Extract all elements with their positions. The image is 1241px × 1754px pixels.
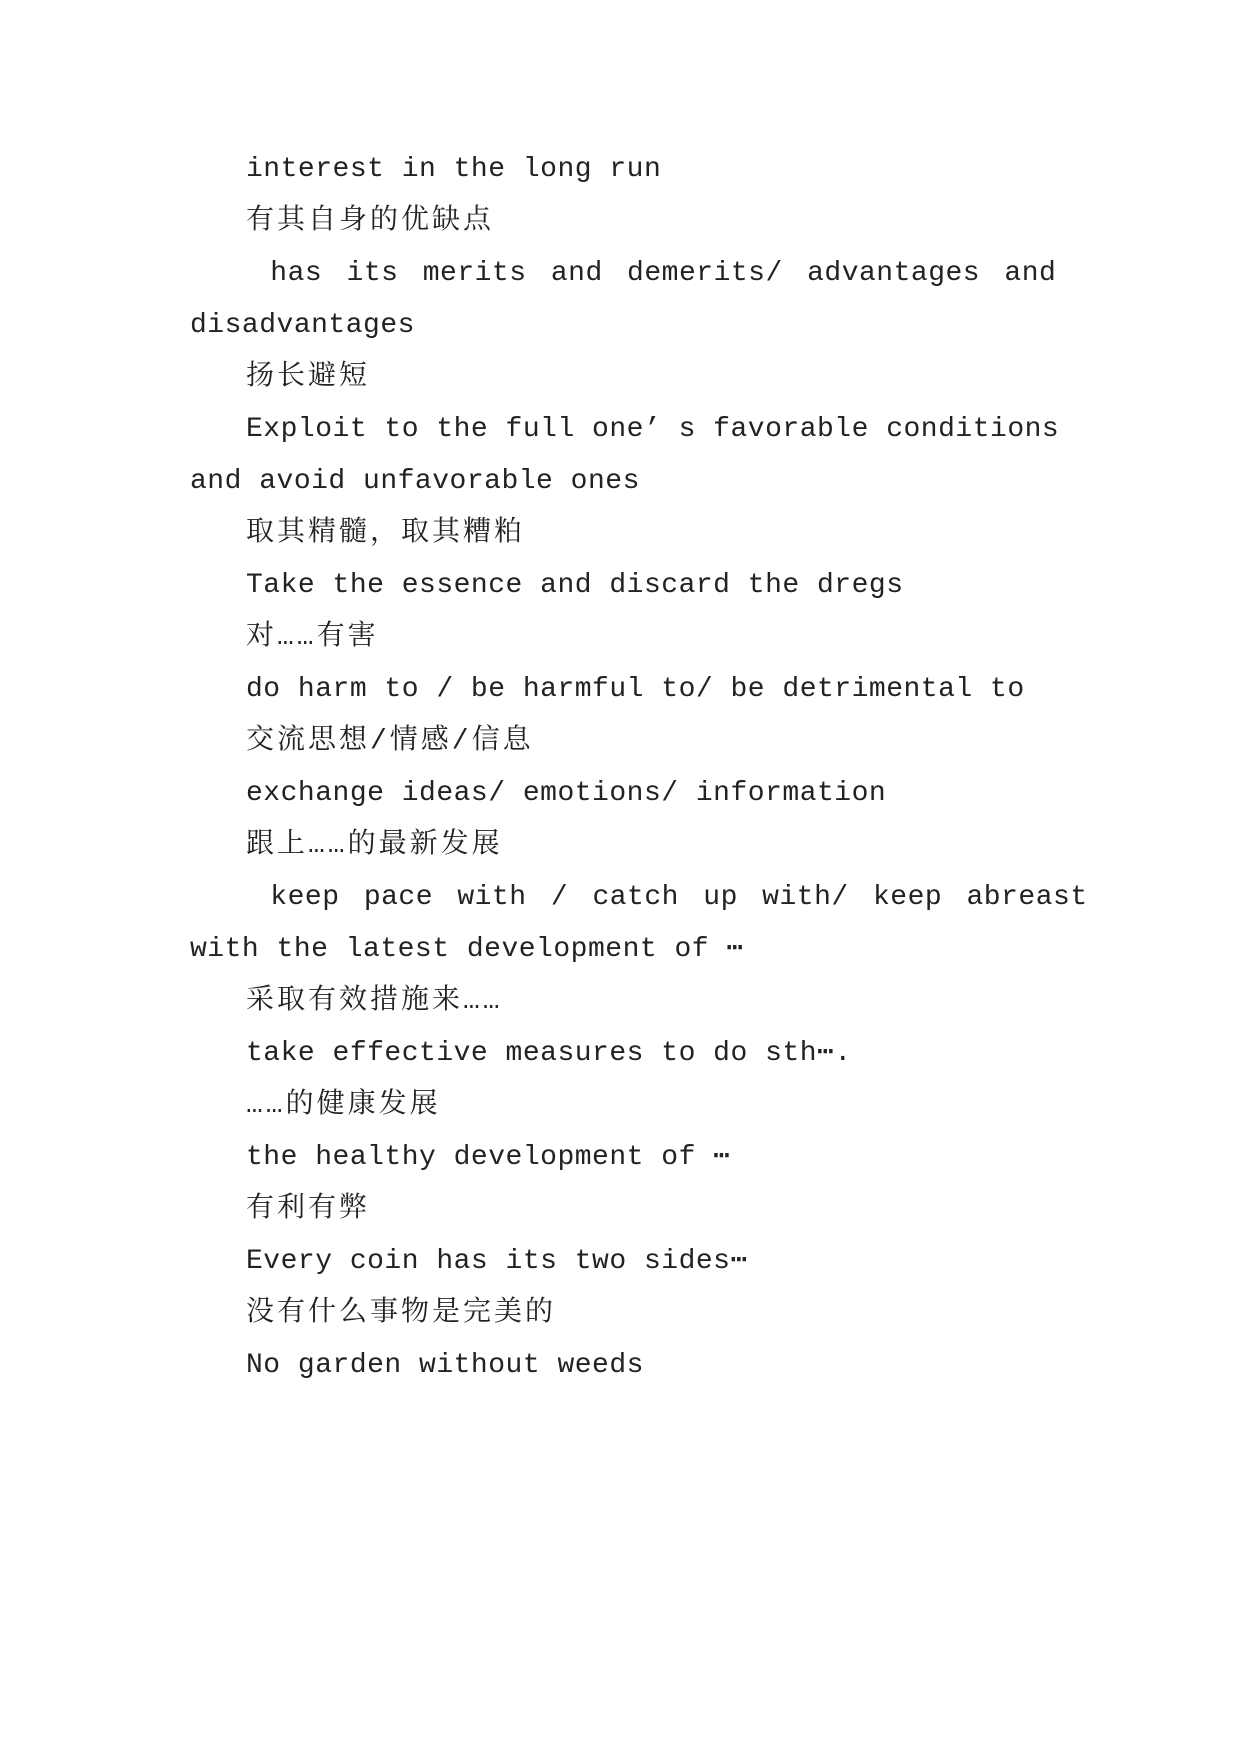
text-line: 交流思想/情感/信息 [246,726,534,757]
text-line: has its merits and demerits/ advantages and [246,258,1057,289]
text-line: 采取有效措施来…… [246,986,503,1017]
text-line: Take the essence and discard the dregs [246,570,904,601]
text-line: No garden without weeds [246,1350,644,1381]
text-line: 有其自身的优缺点 [246,206,495,237]
text-line: with the latest development of ⋯ [190,934,744,965]
text-line: disadvantages [190,310,415,341]
text-line: 有利有弊 [246,1194,371,1225]
text-line: and avoid unfavorable ones [190,466,640,497]
text-line: ……的健康发展 [246,1090,441,1121]
text-line: 对……有害 [246,622,379,653]
text-line: Every coin has its two sides⋯ [246,1246,748,1277]
text-line: do harm to / be harmful to/ be detrimental to [246,674,1025,705]
text-line: 取其精髓，取其糟粕 [246,518,526,549]
text-line: interest in the long run [246,154,662,185]
text-line: 扬长避短 [246,362,371,393]
text-line: keep pace with / catch up with/ keep abreast [246,882,1088,913]
text-line: exchange ideas/ emotions/ information [246,778,887,809]
text-line: 跟上……的最新发展 [246,830,503,861]
text-line: Exploit to the full one’ s favorable conditions [246,414,1060,445]
text-line: 没有什么事物是完美的 [246,1298,557,1329]
text-line: take effective measures to do sth⋯. [246,1038,852,1069]
text-line: the healthy development of ⋯ [246,1142,731,1173]
